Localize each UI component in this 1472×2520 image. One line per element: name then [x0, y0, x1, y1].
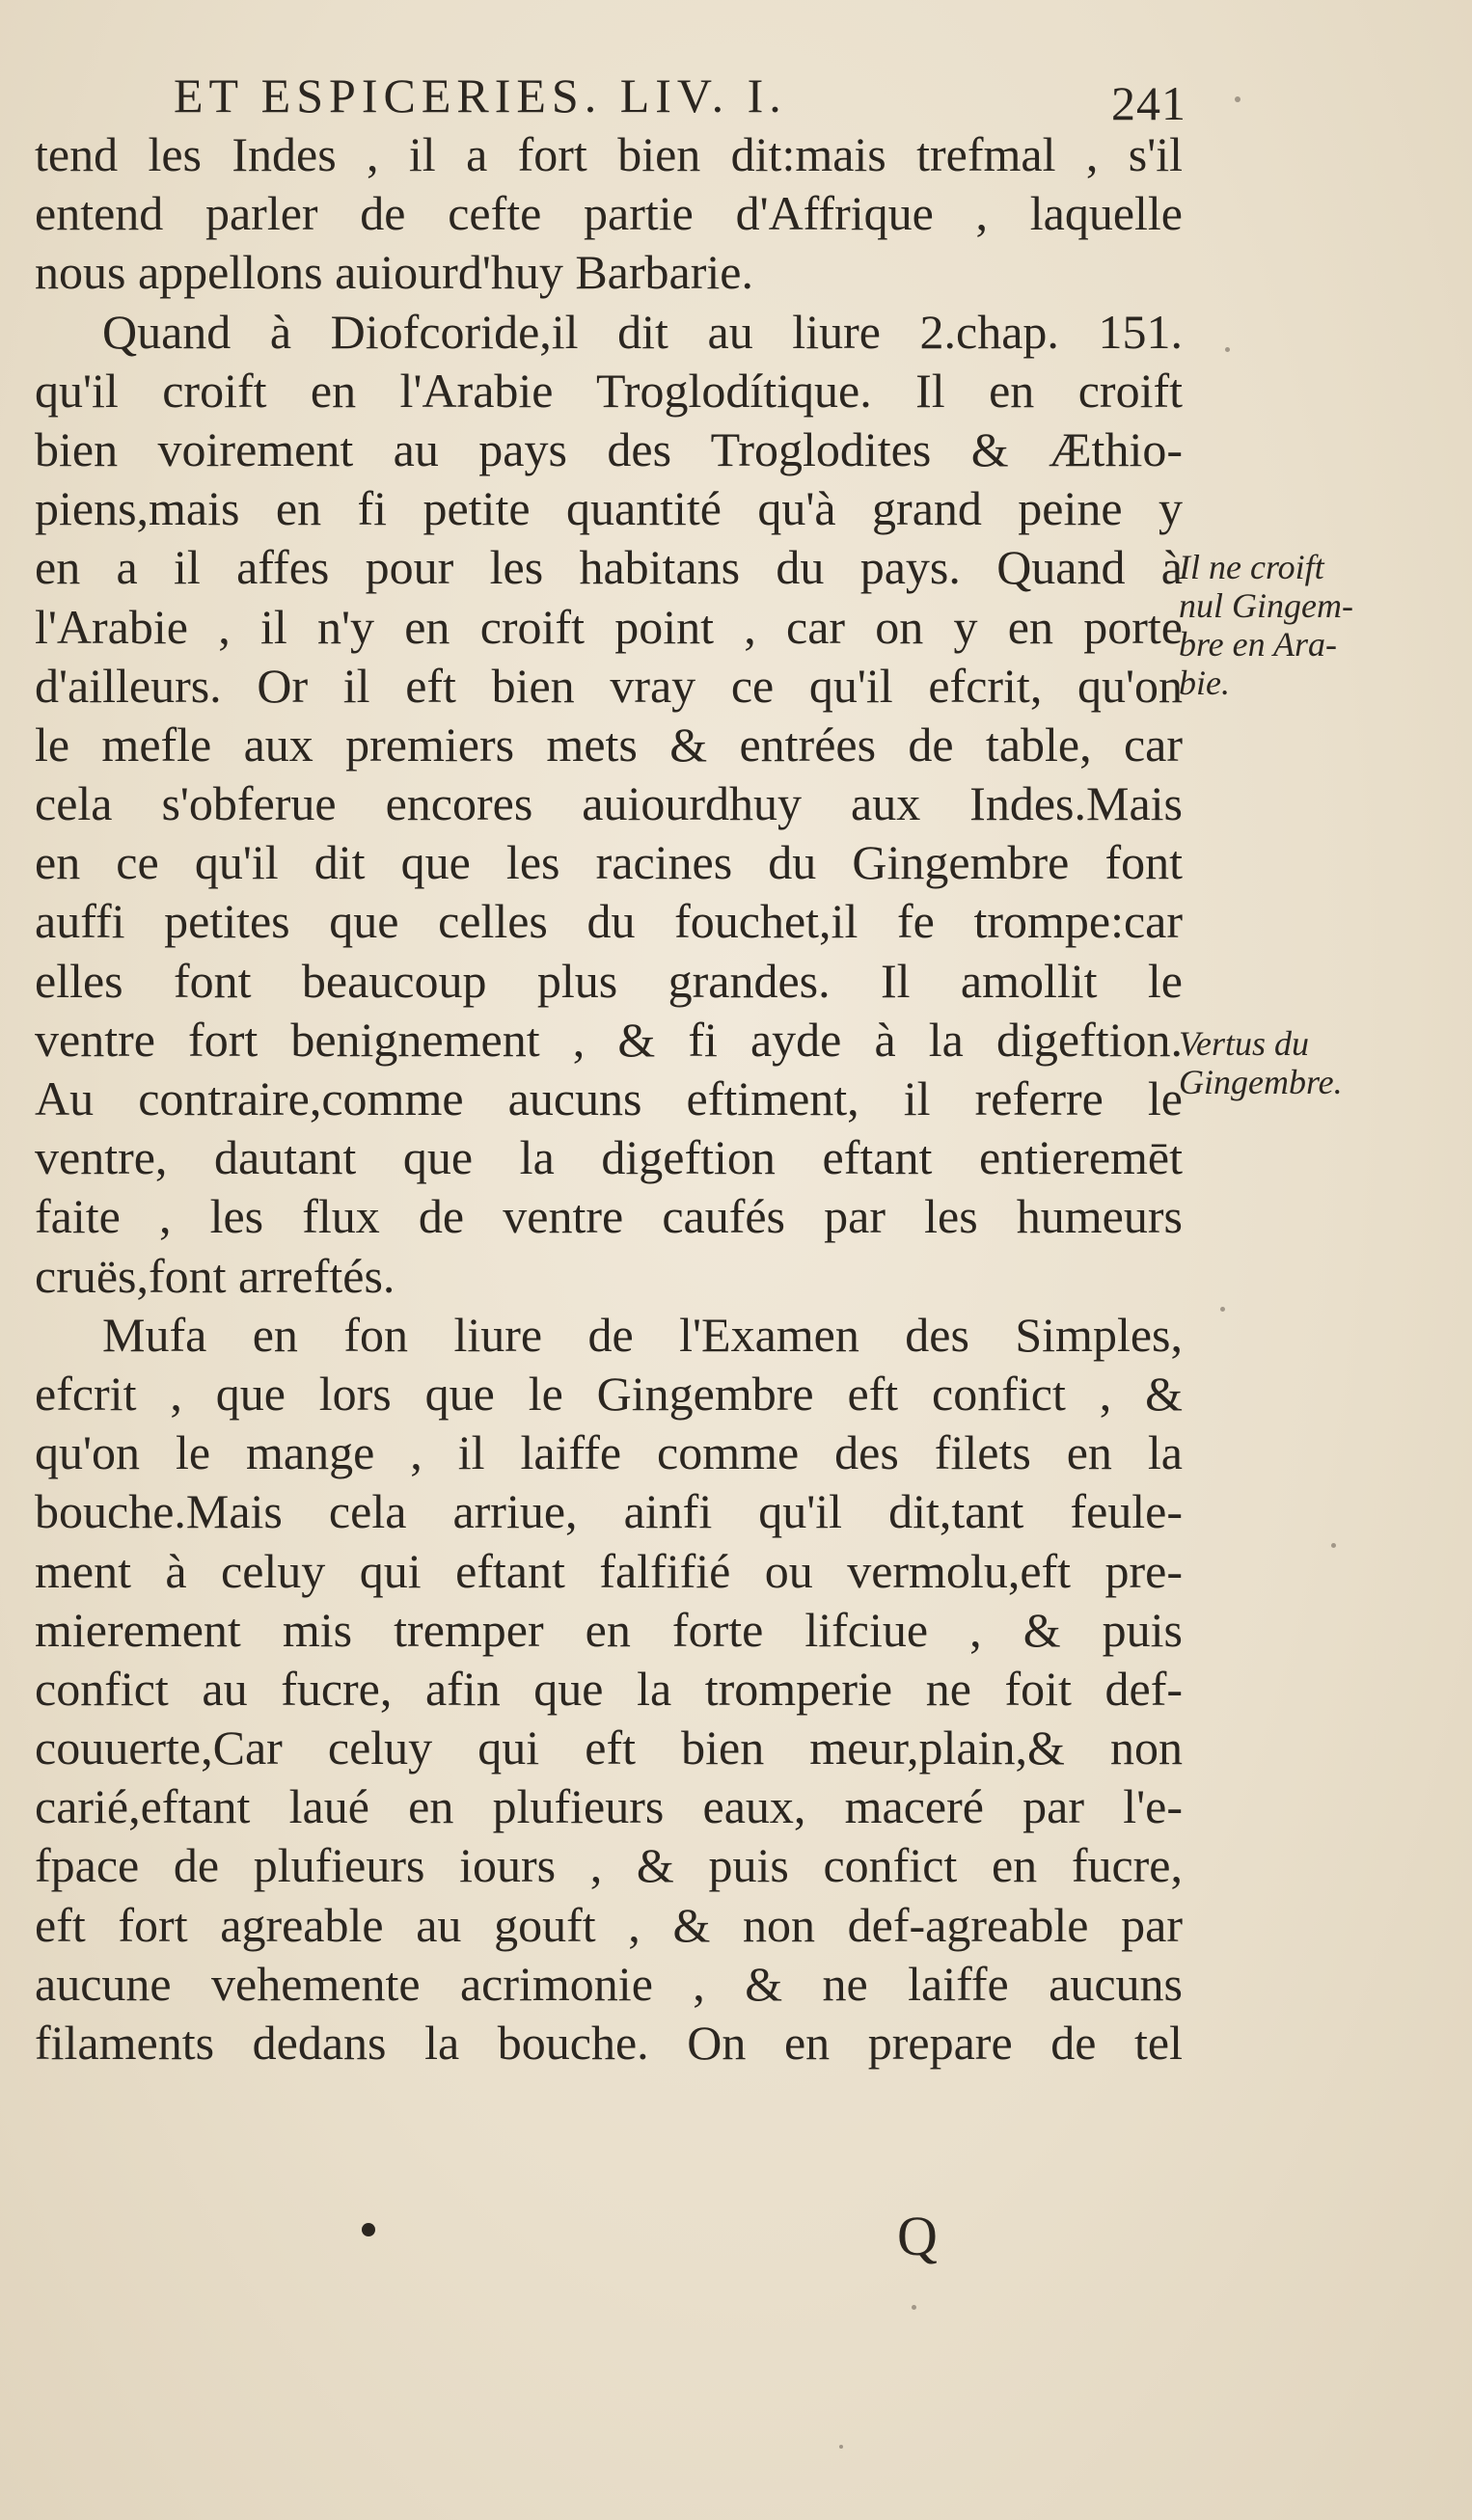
text-line: piens,mais en fi petite quantité qu'à grand peine y — [35, 481, 1183, 536]
text-line: eft fort agreable au gouft , & non def-agreable par — [35, 1897, 1183, 1952]
text-line: Quand à Diofcoride,il dit au liure 2.chap. 151. — [102, 304, 1183, 359]
text-line: bouche.Mais cela arriue, ainfi qu'il dit,tant feule- — [35, 1484, 1183, 1539]
text-line: aucune vehemente acrimonie , & ne laiffe aucuns — [35, 1956, 1183, 2011]
catchword: Q — [897, 2205, 938, 2267]
text-line: elles font beaucoup plus grandes. Il amollit le — [35, 953, 1183, 1008]
margin-note-line: Gingembre. — [1179, 1063, 1343, 1101]
ink-speck — [1235, 96, 1240, 102]
margin-note-line: bie. — [1179, 664, 1230, 702]
text-line: en ce qu'il dit que les racines du Gingembre font — [35, 835, 1183, 890]
text-line: qu'on le mange , il laiffe comme des filets en la — [35, 1425, 1183, 1480]
page-number: 241 — [1111, 76, 1186, 130]
signature-mark — [362, 2223, 375, 2236]
text-line: en a il affes pour les habitans du pays. Quand à — [35, 540, 1183, 595]
margin-note-line: bre en Ara- — [1179, 625, 1337, 664]
text-line: filaments dedans la bouche. On en prepare de tel — [35, 2016, 1183, 2070]
text-line: tend les Indes , il a fort bien dit:mais trefmal , s'il — [35, 127, 1183, 181]
margin-note-line: Il ne croift — [1179, 548, 1324, 586]
margin-note-line: Vertus du — [1179, 1024, 1309, 1063]
text-line: l'Arabie , il n'y en croift point , car on y en porte — [35, 599, 1183, 654]
text-line: confict au fucre, afin que la tromperie ne foit def- — [35, 1661, 1183, 1716]
ink-speck — [1220, 1307, 1225, 1312]
text-line: fpace de plufieurs iours , & puis confict en fucre, — [35, 1838, 1183, 1893]
text-line: carié,eftant laué en plufieurs eaux, maceré par l'e- — [35, 1779, 1183, 1834]
text-line: cela s'obferue encores auiourdhuy aux Indes.Mais — [35, 776, 1183, 831]
text-line: efcrit , que lors que le Gingembre eft confict , & — [35, 1366, 1183, 1421]
ink-speck — [1225, 347, 1230, 352]
text-line: Au contraire,comme aucuns eftiment, il referre le — [35, 1071, 1183, 1125]
text-line: mierement mis tremper en forte lifciue , & puis — [35, 1602, 1183, 1657]
ink-speck — [1331, 1543, 1336, 1548]
text-line: ment à celuy qui eftant falfifié ou vermolu,eft pre- — [35, 1543, 1183, 1598]
running-head-title: ET ESPICERIES. LIV. I. — [174, 68, 787, 122]
text-line: couuerte,Car celuy qui eft bien meur,plain,& non — [35, 1721, 1183, 1775]
text-line: ventre, dautant que la digeftion eftant entieremēt — [35, 1130, 1183, 1185]
margin-note-line: nul Gingem- — [1179, 586, 1353, 625]
text-line: d'ailleurs. Or il eft bien vray ce qu'il efcrit, qu'on — [35, 658, 1183, 713]
text-line: ventre fort benignement , & fi ayde à la digeftion. — [35, 1012, 1183, 1067]
text-line: le mefle aux premiers mets & entrées de table, car — [35, 717, 1183, 772]
margin-note-vertus — [1179, 1024, 1420, 1101]
body-text — [35, 125, 1183, 2073]
text-line: bien voirement au pays des Troglodites & Æthio- — [35, 421, 1183, 476]
text-line: auffi petites que celles du fouchet,il fe trompe:car — [35, 894, 1183, 949]
text-line: nous appellons auiourd'huy Barbarie. — [35, 245, 753, 300]
ink-speck — [839, 2445, 843, 2449]
margin-note-gingembre-arabie — [1179, 548, 1420, 702]
text-line: entend parler de cefte partie d'Affrique , laquelle — [35, 186, 1183, 241]
ink-speck — [912, 2305, 916, 2310]
text-line: cruës,font arreftés. — [35, 1248, 395, 1303]
text-line: qu'il croift en l'Arabie Troglodítique. Il en croift — [35, 363, 1183, 418]
text-line: Mufa en fon liure de l'Examen des Simples, — [102, 1307, 1183, 1362]
text-line: faite , les flux de ventre caufés par les humeurs — [35, 1189, 1183, 1244]
